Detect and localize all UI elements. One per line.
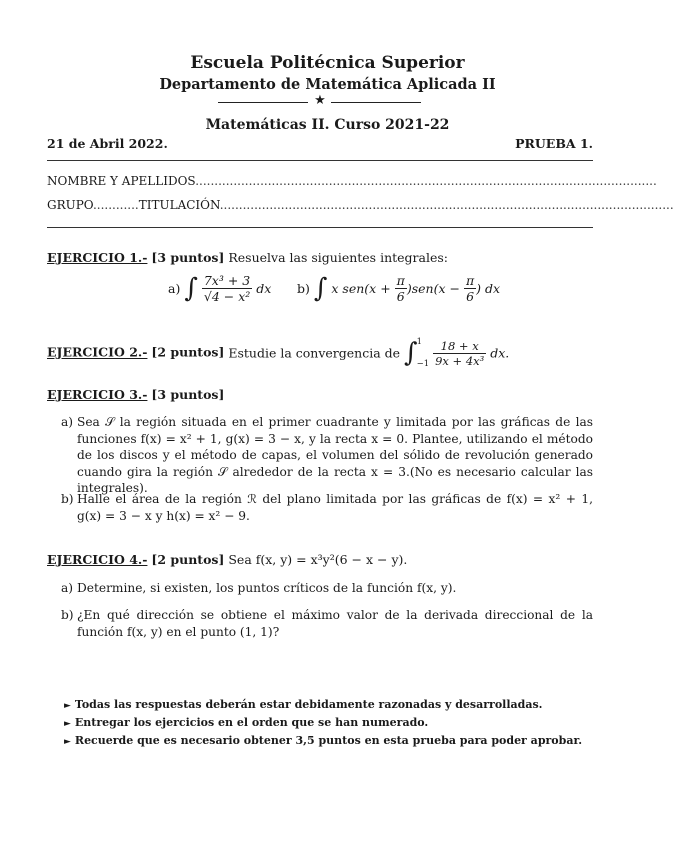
exercise-3-points: [3 puntos] — [151, 387, 225, 402]
integral-2-limits — [417, 337, 430, 369]
integral-a-fraction — [202, 273, 252, 304]
exercise-4b-label: b) — [61, 608, 74, 622]
exercise-3a-text: Sea 𝒮 la región situada en el primer cuadrante y limitada por las gráficas de las funciones f(x) = x² + 1, g(x) = 3 − x, y la recta x = 0. Plantee, utilizando el método de los discos y el método de capas, el volumen del sólido de revolución generado cuando gira la región 𝒮 alrededor de la recta x = 3.(No es necesario calcular las integrales). — [77, 415, 593, 496]
exercise-1-title: EJERCICIO 1.- — [47, 250, 148, 265]
integral-b — [297, 273, 500, 304]
exam-date: 21 de Abril 2022. — [47, 136, 168, 151]
exercise-1-text: Resuelva las siguientes integrales: — [228, 250, 448, 265]
pi-numerator-2: π — [465, 273, 475, 288]
note-1-text: Todas las respuestas deberán estar debidamente razonadas y desarrolladas. — [74, 698, 543, 711]
group-dots: ............ — [92, 198, 139, 212]
integral-b-part2: )sen(x − — [406, 281, 464, 296]
exercise-3b — [61, 491, 593, 524]
integral-sign-2: ∫ — [404, 338, 418, 368]
exercise-4a — [61, 580, 593, 597]
exercise-4a-label: a) — [61, 581, 74, 595]
exercise-1-points: [3 puntos] — [151, 250, 225, 265]
school-title: Escuela Politécnica Superior — [190, 53, 465, 73]
exercise-4-heading — [47, 552, 407, 567]
exercise-4-points: [2 puntos] — [151, 552, 225, 567]
six-denominator-1: 6 — [396, 289, 405, 304]
exercise-4b — [61, 607, 593, 640]
degree-label: TITULACIÓN — [138, 198, 220, 212]
exercise-1-heading — [47, 250, 448, 265]
lower-limit: −1 — [416, 359, 430, 369]
six-denominator-2: 6 — [466, 289, 475, 304]
exercise-3-heading — [47, 387, 224, 402]
integral-2-denominator: 9x + 4x³ — [435, 353, 485, 368]
integral-sign-b: ∫ — [313, 273, 328, 304]
triangle-bullet-icon: ► — [64, 701, 71, 711]
degree-dots: ....................................................................................................................... — [219, 198, 674, 212]
exercise-4a-text: Determine, si existen, los puntos críticos de la función f(x, y). — [77, 581, 457, 595]
exercise-2-text: Estudie la convergencia de — [228, 345, 401, 361]
triangle-bullet-icon: ► — [64, 719, 71, 729]
integral-b-frac2 — [464, 273, 476, 304]
exercise-3a-label: a) — [61, 415, 74, 429]
exercise-2-heading — [47, 337, 509, 369]
ornament-line-left — [218, 102, 308, 103]
integral-a-denominator: √4 − x² — [203, 289, 251, 304]
integral-sign-a: ∫ — [184, 273, 198, 304]
star-icon: ★ — [314, 93, 326, 108]
exercise-4-title: EJERCICIO 4.- — [47, 552, 148, 567]
integral-a-dx: dx — [256, 281, 272, 296]
ornament-divider — [0, 95, 655, 111]
integral-b-label: b) — [297, 281, 310, 296]
note-1 — [64, 698, 543, 711]
name-dots: ......................................................................................................................... — [195, 174, 657, 188]
department-title: Departamento de Matemática Aplicada II — [159, 76, 496, 93]
note-3 — [64, 734, 582, 747]
integral-2-fraction — [433, 339, 486, 368]
integral-b-frac1 — [395, 273, 407, 304]
pi-numerator-1: π — [396, 273, 405, 288]
exercise-3-title: EJERCICIO 3.- — [47, 387, 148, 402]
exercise-3a — [61, 414, 593, 497]
name-label: NOMBRE Y APELLIDOS — [47, 174, 196, 188]
bottom-rule — [47, 227, 593, 228]
integral-2-dx: dx. — [490, 345, 510, 361]
note-2-text: Entregar los ejercicios en el orden que se han numerado. — [74, 716, 429, 729]
group-label: GRUPO — [47, 198, 93, 212]
upper-limit: 1 — [416, 337, 422, 347]
note-3-text: Recuerde que es necesario obtener 3,5 puntos en esta prueba para poder aprobar. — [74, 734, 583, 747]
exercise-3b-label: b) — [61, 492, 74, 506]
name-field[interactable] — [47, 174, 657, 188]
exercise-4b-text: ¿En qué dirección se obtiene el máximo valor de la derivada direccional de la función f(x, y) en el punto (1, 1)? — [77, 608, 593, 639]
exercise-2-title: EJERCICIO 2.- — [47, 344, 148, 360]
integral-a — [168, 273, 271, 304]
exercise-3b-text: Halle el área de la región ℛ del plano limitada por las gráficas de f(x) = x² + 1, g(x) = 3 − x y h(x) = x² − 9. — [77, 492, 593, 523]
integral-b-part3: ) dx — [476, 281, 501, 296]
exercise-4-text: Sea f(x, y) = x³y²(6 − x − y). — [228, 552, 408, 567]
note-2 — [64, 716, 428, 729]
top-rule — [47, 160, 593, 161]
integral-b-part1: x sen(x + — [331, 281, 395, 296]
integral-a-numerator: 7x³ + 3 — [202, 273, 252, 289]
ornament-line-right — [331, 102, 421, 103]
group-field[interactable] — [47, 198, 674, 212]
triangle-bullet-icon: ► — [64, 737, 71, 747]
integral-2-numerator: 18 + x — [433, 339, 486, 354]
exercise-2-points: [2 puntos] — [151, 344, 225, 360]
integral-a-label: a) — [168, 281, 181, 296]
course-title: Matemáticas II. Curso 2021-22 — [205, 117, 450, 133]
test-label: PRUEBA 1. — [515, 136, 593, 151]
